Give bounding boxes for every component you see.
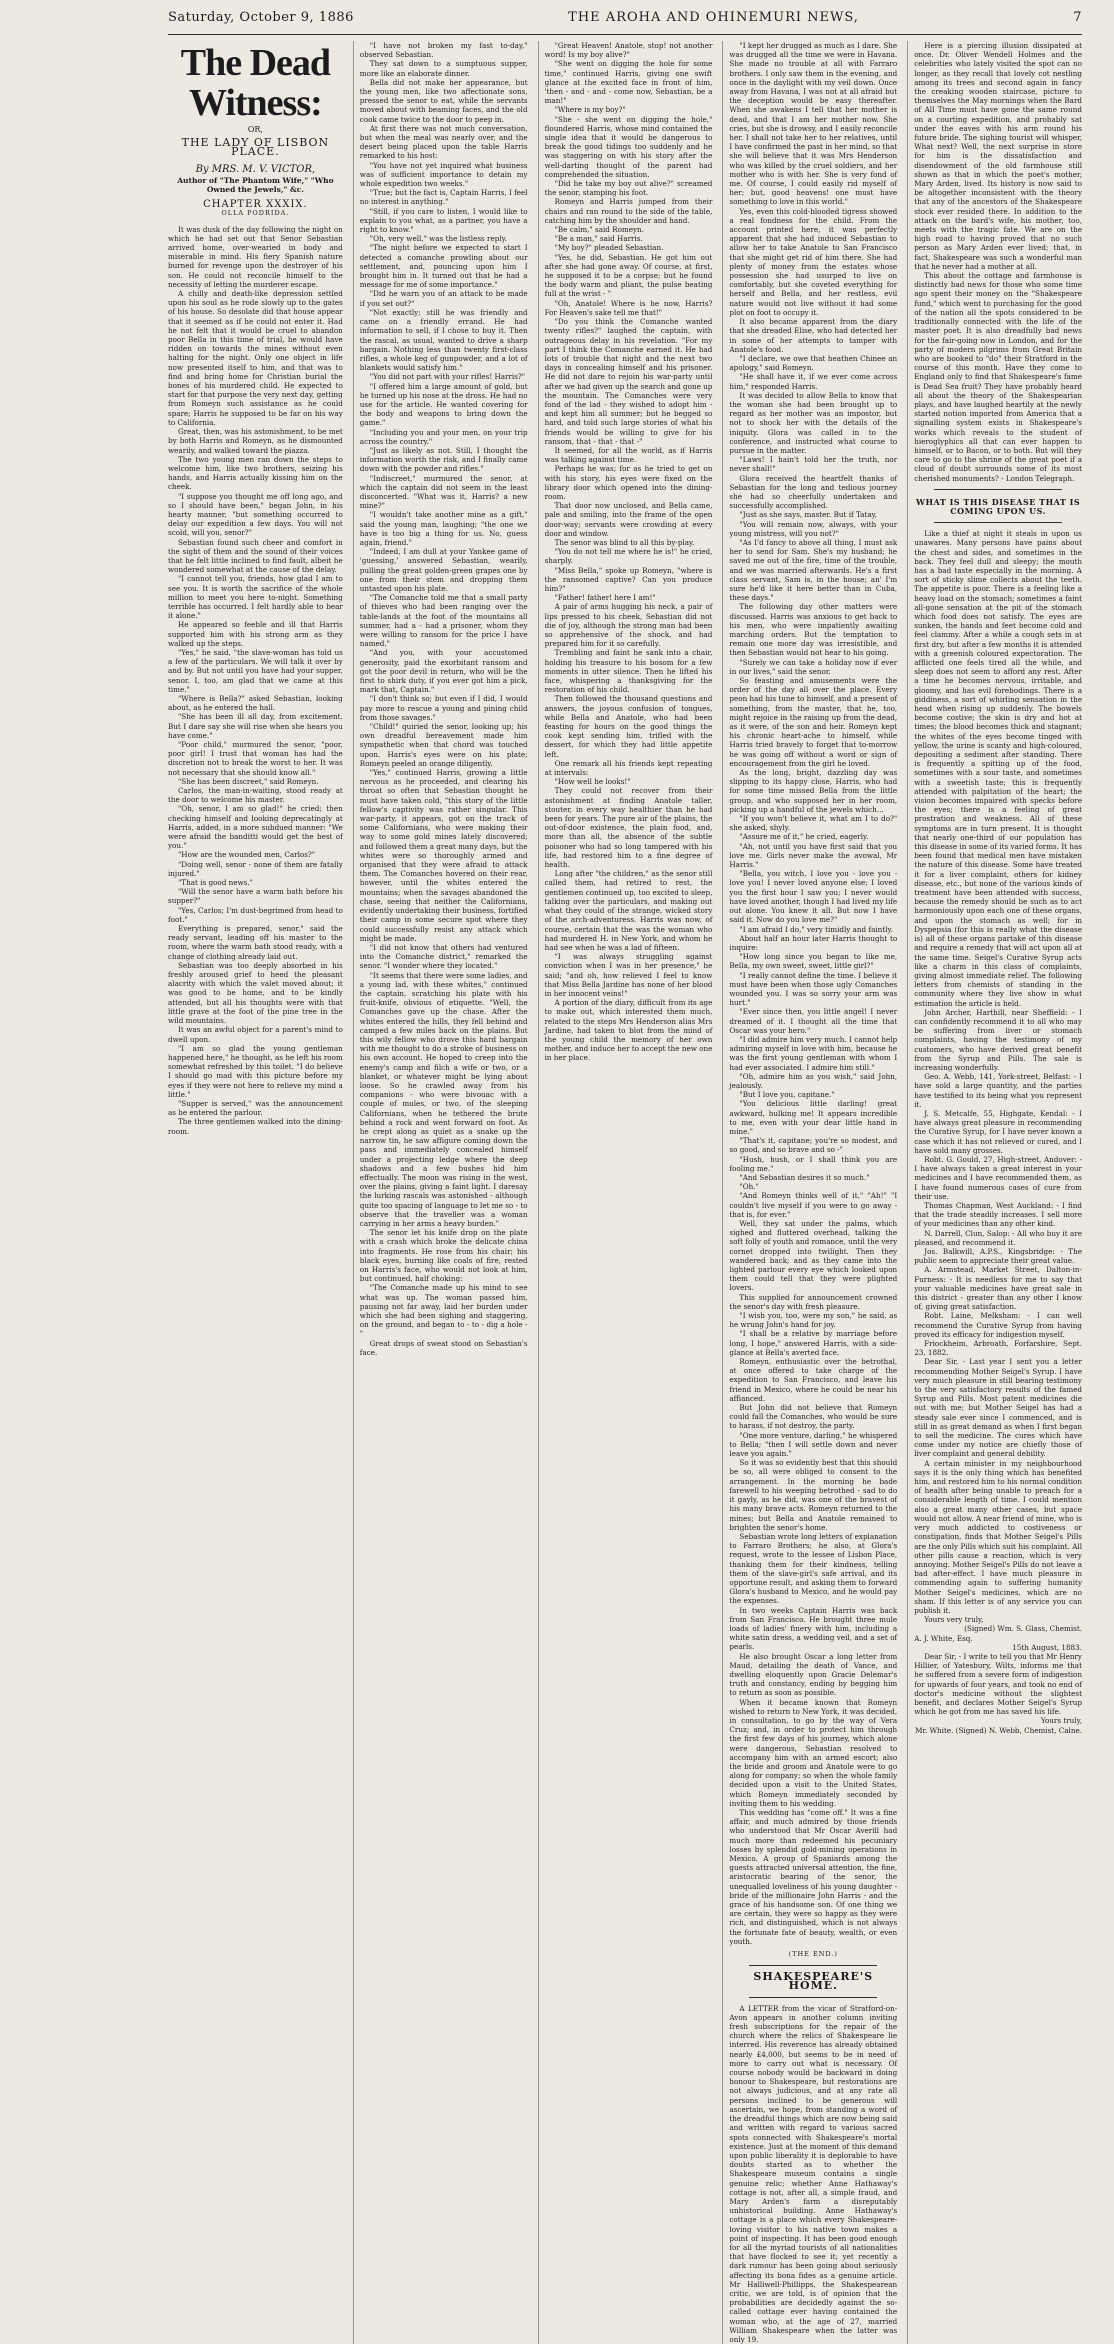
paragraph: "I wish you, too, were my son," he said, as he wrung John's hand for joy. xyxy=(729,1311,898,1330)
paragraph: Geo. A. Webb, 141, York-street, Belfast: - I have sold a large quantity, and the parties have testified to its being what you represent it. xyxy=(914,1072,1082,1109)
serial-title: The Dead Witness: xyxy=(180,42,331,124)
paragraph: "How long since you began to like me, Bella, my own sweet, sweet, little girl?" xyxy=(729,952,898,971)
paragraph: A. Armstead, Market Street, Dalton-in-Furness: - It is needless for me to say that your valuable medicines have great sale in this district - greater than any other I know of, giving great satisfaction. xyxy=(914,1265,1082,1312)
paragraph: Dear Sir, - Last year I sent you a letter recommending Mother Seigel's Syrup. I have very much pleasure in still bearing testimony to the very satisfactory results of the famed Syrup and Pills. Most patent medicines die out with me; but Mother Seigel has had a steady sale ever since I commenced, and is still in as great demand as when I first began to sell the medicine. The cures which have come under my notice are chiefly those of liver complaint and general debility. xyxy=(914,1357,1082,1459)
paragraph: The senor let his knife drop on the plate with a crash which broke the delicate china into fragments. He rose from his chair; his black eyes, burning like coals of fire, rested on Harris's face, who would not look at him, but continued, half choking: xyxy=(359,1228,528,1284)
paragraph: "And Sebastian desires it so much." xyxy=(739,1172,870,1182)
paragraph: Thomas Chapman, West Auckland: - I find that the trade steadily increases. I sell more of your medicines than any other kind. xyxy=(914,1200,1082,1229)
paragraph: So it was so evidently best that this should be so, all were obliged to consent to the arrangement. In the morning he bade farewell to his weeping betrothed - sad to do it gayly, as he did, was one of the bravest of his many brave acts. Romeyn returned to the mines; but Bella and Anatole remained to brighten the senor's home. xyxy=(729,1458,898,1532)
paragraph: "Yes," he said, "the slave-woman has told us a few of the particulars. We will talk it over by and by. But not until you have had your supper, senor. I, too, am glad that we came at this time." xyxy=(168,647,343,694)
signature-2b: Mr. White. (Signed) N. Webb, Chemist, Calne. xyxy=(915,1725,1082,1735)
paragraph: "That is good news." xyxy=(178,878,253,888)
paragraph: A chilly and death-like depression settled upon his soul as he rode slowly up to the gates of his house. So desolate did that house appear that it seemed as if he could not enter it. Had he not felt that it would be cruel to abandon poor Bella in this time of trial, he would have ridden on towards the mines without even halting for the night. Only one object in life now presented itself to him, and that was to find and bring home for Christian burial the bones of his murdered child. He expected to start for that purpose the very next day, getting from Romeyn such assistance as he could spare; Harris he supposed to be far on his way to California. xyxy=(168,289,343,427)
article-text-2 xyxy=(360,41,528,1357)
paragraph: Robt. G. Gould, 27, High-street, Andover: - I have always taken a great interest in your medicines and I have recommended them, as I have found numerous cases of cure from their use. xyxy=(914,1154,1082,1201)
paragraph: So feasting and amusements were the order of the day all over the place. Every peon had his tune to himself, and a present of something, from the master, that he, too, might rejoice in the raising up from the dead, as it were, of the son and heir. Romeyn kept his chronic heart-ache to himself, while Harris tried bravely to forget that to-morrow he was going off without a word or sign of encouragement from the girl he loved. xyxy=(729,676,898,768)
paragraph: "I kept her drugged as much as I dare. She was drugged all the time we were in Havana. She made no trouble at all with Farraro brothers. I only saw them in the evening, and once in the daylight with my veil down. Once away from Havana, I was not at all afraid but the deception would be easy thereafter. When she awakens I tell that her mother is dead, and that I am her mother now. She cries, but she is drowsy, and I easily reconcile her. I shall not take her to her relatives, until I have confirmed the past in her mind, so that she will believe that it was Mrs Henderson who was killed by the cruel soldiers, and her mother who is with her. She is very fond of me. Of course, I could easily rid myself of her; but, good heavens! one must have something to love in this world." xyxy=(729,41,898,207)
paragraph: "Where is my boy?" xyxy=(554,105,626,115)
paragraph: "Where is Bella?" asked Sebastian, looking about, as he entered the hall. xyxy=(168,693,343,713)
paragraph: "I suppose you thought me off long ago, and so I should have been," began John, in his hearty manner, "but something occurred to delay our expedition a few days. You will not scold, will you, senor?" xyxy=(168,491,343,538)
paragraph: Long after "the children," as the senor still called them, had retired to rest, the gentlemen continued up, too excited to sleep, talking over the particulars, and making out what they could of the strange, wicked story of the arch-adventuress. Harris was now, of course, certain that the was the woman who had murdered H. in New York, and whom he had see when he was a lad of fifteen. xyxy=(544,869,713,952)
paragraph: It seemed, for all the world, as if Harris was talking against time. xyxy=(544,445,713,465)
paragraph: In two weeks Captain Harris was back from San Francisco. He brought three mule loads of ladies' finery with him, including a white satin dress, a wedding veil, and a set of pearls. xyxy=(729,1605,898,1652)
paragraph: "Great Heaven! Anatole, stop! not another word! Is my boy alive?" xyxy=(544,41,713,60)
paragraph: "One more venture, darling," he whispered to Bella; "then I will settle down and never leave you again." xyxy=(729,1430,898,1459)
paragraph: They could not recover from their astonishment at finding Anatole taller, stouter, in every way healthier than he had been for years. The pure air of the plains, the out-of-door existence, the plain food, and, more than all, the absence of the subtle poisoner who had so long tampered with his life, had restored him to a fine degree of health. xyxy=(544,786,713,870)
paragraph: "Including you and your men, on your trip across the country." xyxy=(359,427,528,446)
paragraph: Everything is prepared, senor," said the ready servant, leading off his master to the room, where the warm bath stood ready, with a change of clothing already laid out. xyxy=(168,924,343,961)
paragraph: "Yes," continued Harris, growing a little nervous as he proceeded, and clearing his throat so often that Sebastian thought he must have taken cold, "this story of the little fellow's captivity was rather singular. This war-party, it appears, got on the track of some Californians, who were making their way to some gold mines lately discovered; and followed them a great many days, but the whites were so thoroughly armed and organised that they were afraid to attack them. The Comanches hovered on their rear, however, until the whites entered the mountains; when the savages abandoned the chase, seeing that neither the Californians, evidently undertaking their business, fortified their camp in some secure spot where they could successfully resist any attack which might be made. xyxy=(359,768,528,943)
paragraph: "True; but the fact is, Captain Harris, I feel no interest in anything." xyxy=(359,188,528,207)
paragraph: "Indiscreet," murmured the senor, at which the captain did not seem in the least disconcerted. "What was it, Harris? a new mine?" xyxy=(359,473,528,511)
chapter-subtitle: OLLA PODRIDA. xyxy=(221,209,290,218)
paragraph: "I cannot tell you, friends, how glad I am to see you. It is worth the sacrifice of the whole million to meet you here to-night. Something terrible has occurred. I felt hardly able to bear it alone." xyxy=(168,574,343,621)
paragraph: "Still, if you care to listen, I would like to explain to you what, as a partner, you have a right to know." xyxy=(359,206,528,235)
paragraph: "Do you think the Comanche wanted twenty rifles?" laughed the captain, with outrageous delay in his revelation. "For my part I think the Comanche earned it. He had lots of trouble that night and the next two days in concealing himself and his prisoner. He did not dare to rejoin his war-party until after we had given up the search and gone up the mountain. The Comanches were very fond of the lad - they wished to adopt him - and kept him all summer; but he begged so hard, and told such large stories of what his friends would be willing to give for his ransom, that - that - that -" xyxy=(544,317,713,446)
paragraph: Sebastian wrote long letters of explanation to Farraro Brothers; he also, at Glora's request, wrote to the lessee of Lisbon Place, thanking them for their kindness, telling them of the slave-girl's safe arrival, and its opportune result, and asking them to forward Glora's husband to Mexico, and he would pay the expenses. xyxy=(729,1531,898,1606)
paragraph: "The Comanche made up his mind to see what was up. The woman passed him, pausing not far away, laid her burden under which she had been sighing and staggering, on the ground, and began to - to - dig a hole -" xyxy=(359,1283,528,1339)
paragraph: It also became apparent from the diary that she dreaded Elise, who had detected her in some of her attempts to tamper with Anatole's food. xyxy=(729,317,898,354)
shakespeare-heading: SHAKESPEARE'S HOME. xyxy=(753,1970,874,1993)
paragraph: Great drops of sweat stood on Sebastian's face. xyxy=(359,1338,528,1357)
paragraph: "She went on digging the hole for some time," continued Harris, giving one swift glance at the excited face in front of him, 'then - and - and - come now, Sebastian, be a man!" xyxy=(544,59,713,106)
paragraph: The senor was blind to all this by-play. xyxy=(554,537,695,547)
paragraph: Like a thief at night it steals in upon us unawares. Many persons have pains about the chest and sides, and sometimes in the back. They feel dull and sleepy; the mouth has a bad taste especially in the morning. A sort of sticky slime collects about the teeth. The appetite is poor. There is a feeling like a heavy load on the stomach; sometimes a faint all-gone sensation at the pit of the stomach which food does not satisfy. The eyes are sunken, the hands and feet become cold and feel clammy. After a while a cough sets in at first dry, but after a few months it is attended with a greenish coloured expectoration. The afflicted one feels tired all the while, and sleep does not seem to afford any rest. After a time he becomes nervous, irritable, and gloomy, and has evil forebodings. There is a giddiness, a sort of whirling sensation in the head when rising up suddenly. The bowels become costive; the skin is dry and hot at times; the blood becomes thick and stagnant; the whites of the eyes become tinged with yellow, the urine is scanty and high-coloured, depositing a sediment after standing. There is frequently a spitting up of the food, sometimes with a sour taste, and sometimes with a sweetish taste; this is frequently attended with palpitation of the heart; the vision becomes impaired with specks before the eyes; there is a feeling of great prostration and weakness. All of these symptoms are in turn present. It is thought that nearly one-third of our population has this disease in some of its varied forms. It has been found that medical men have mistaken the nature of this disease. Some have treated it for a liver complaint, others for kidney disease, etc., but none of the various kinds of treatment have been attended with success, because the remedy should be such as to act harmoniously upon each one of these organs, and upon the stomach as well; for in Dyspepsia (for this is really what the disease is) all of these organs partake of this disease and require a remedy that will act upon all at the same time. Seigel's Curative Syrup acts like a charm in this class of complaints, giving almost immediate relief. The following letters from chemists of standing in the community where they live show in what estimation the article is held. xyxy=(914,529,1082,1008)
paragraph: A portion of the diary, difficult from its age to make out, which interested them much, related to the steps Mrs Henderson alias Mrs Jardine, had taken to blot from the mind of the young child the memory of her own mother, and induce her to accept the new one in her place. xyxy=(544,998,713,1063)
paragraph: "Miss Bella," spoke up Romeyn, "where is the ransomed captive? Can you produce him?" xyxy=(544,565,713,593)
disease-heading: WHAT IS THIS DISEASE THAT IS COMING UPON US. xyxy=(916,496,1081,516)
paragraph: "She has been discreet," said Romeyn. xyxy=(178,776,319,786)
shakespeare-text xyxy=(729,2004,897,2344)
paragraph: "She has been ill all day, from excitement. But I dare say she will rise when she hears you have come." xyxy=(168,712,343,740)
paragraph: This wedding has "come off." It was a fine affair, and much admired by those friends who understood that Mr Oscar Averill had much more than redeemed his pecuniary losses by splendid gold-mining operations in Mexico. A group of Spaniards among the guests attracted universal attention, the fine, aristocratic bearing of the senor, the unequalled loveliness of his young daughter - bride of the millionaire John Harris - and the grace of his handsome son. Of one thing we are certain, they were so happy as they were rich, and distinguished, which is not always the fortunate fate of beauty, wealth, or even youth. xyxy=(729,1808,898,1946)
paragraph: A certain minister in my neighbourhood says it is the only thing which has benefited him, and restored him to his normal condition of health after being unable to preach for a considerable length of time. I could mention also a great many other cases, but space would not allow. A near friend of mine, who is very much addicted to costiveness or constipation, finds that Mother Seigel's Pills are the only Pills which suit his complaint. All other pills cause a reaction, which is very annoying. Mother Seigel's Pills do not leave a bad after-effect. I have much pleasure in commending again to suffering humanity Mother Seigel's medicines, which are no sham. If this letter is of any service you can publish it. xyxy=(914,1458,1082,1615)
paragraph: "Ah, not until you have first said that you love me. Girls never make the avowal, Mr Harris." xyxy=(729,841,898,870)
paragraph: "I offered him a large amount of gold, but he turned up his nose at the dross. He had no use for the article. He wanted covering for the body and weapons to bring down the game." xyxy=(359,381,528,428)
paragraph: The two young men ran down the steps to welcome him, like two brothers, seizing his hands, and Harris actually kissing him on the cheek. xyxy=(168,454,343,492)
paragraph: "I did not know that others had ventured into the Comanche district," remarked the senor. "I wonder where they located." xyxy=(359,942,528,971)
paragraph: About half an hour later Harris thought to inquire: xyxy=(729,933,898,952)
page-number: 7 xyxy=(1073,10,1082,25)
paragraph: "I did admire him very much. I cannot help admiring myself in love with him, because he was the first young gentleman with whom I had ever associated. I admire him still." xyxy=(729,1034,898,1072)
paragraph: Yes, even this cold-blooded tigress showed a real fondness for the child. From the account printed here, it was perfectly apparent that she had induced Sebastian to allow her to take Anatole to San Francisco that she might get rid of him there. She had plenty of money from the estates whose possession she had usurped to live on comfortably, but she coveted everything for herself and Bella, and her restless, evil nature would not live without it had some plot on foot to occupy it. xyxy=(729,206,898,317)
paragraph: "How well he looks!" xyxy=(554,777,631,787)
paragraph: "Oh, senor, I am so glad!" he cried; then checking himself and looking deprecatingly at Harris, added, in a more subdued manner: "We were afraid the banditti would get the best of you." xyxy=(168,804,343,851)
paragraph: A pair of arms hugging his neck, a pair of lips pressed to his cheek, Sebastian did not die of joy, although the strong man had been so apprehensive of the shock, and had prepared him for it so carefully. xyxy=(544,602,713,649)
paragraph: "Poor child," murmured the senor, "poor, poor girl! I trust that woman has had the discretion not to break the worst to her. It was not necessary that she should know all." xyxy=(168,740,343,777)
paragraph: "Supper is served," was the announcement as he entered the parlour. xyxy=(168,1098,343,1118)
paragraph: Jos. Balkwill, A.P.S., Kingsbridge: - The public seem to appreciate their great value. xyxy=(914,1247,1082,1266)
paragraph: Well, they sat under the palms, which sighed and fluttered overhead, talking the soft folly of youth and romance, until the very cornet dropped into twilight. Then they wandered back; and as they came into the lighted parlour every eye which looked upon them could tell that they were plighted lovers. xyxy=(729,1219,898,1293)
paragraph: When it became known that Romeyn wished to return to New York, it was decided, in consultation, to go by the way of Vera Cruz; and, in order to protect him through the first few days of his journey, which alone were dangerous, Sebastian resolved to accompany him with an armed escort; also the bride and groom and Anatole were to go along for company; so when the whole family decided upon a visit to the United States, which Romeyn immediately seconded by inviting them to his wedding. xyxy=(729,1697,898,1808)
paragraph: They sat down to a sumptuous supper, more like an elaborate dinner. xyxy=(359,59,528,78)
paragraph: He appeared so feeble and ill that Harris supported him with his strong arm as they walked up the steps. xyxy=(168,620,343,648)
paragraph: "Did he take my boy out alive?" screamed the senor, stamping his foot. xyxy=(544,179,713,198)
serial-or: OR, xyxy=(247,125,263,134)
end-mark: (THE END.) xyxy=(788,1950,838,1959)
paragraph: He also brought Oscar a long letter from Maud, detailing the death of Vance, and dwelling eloquently upon Gracie Delemar's truth and constancy, ending by begging him to return as soon as possible. xyxy=(729,1651,898,1698)
paragraph: "I don't think so; but even if I did, I would pay more to rescue a young and pining child from those savages." xyxy=(359,694,528,722)
paragraph: "You delicious little darling! great awkward, hulking me! It appears incredible to me, even with your dear little hand in mine." xyxy=(729,1099,898,1136)
article-text-3 xyxy=(545,41,713,1063)
column-5 xyxy=(907,41,1082,2344)
paragraph: "Be a man," said Harris. xyxy=(554,234,643,244)
paragraph: "Laws! I hain't told her the truth, nor never shall!" xyxy=(729,455,898,474)
paragraph: Trembling and faint he sank into a chair, holding his treasure to his bosom for a few moments in utter silence. Then he lifted his face, whispering a thanksgiving for the restoration of his child. xyxy=(544,648,713,695)
paragraph: Romeyn and Harris jumped from their chairs and ran round to the side of the table, catching him by the shoulder and hand. xyxy=(544,197,713,225)
letter-date: 15th August, 1883. xyxy=(1012,1642,1082,1652)
letter-2: Dear Sir, - I write to tell you that Mr Henry Hillier, of Yatesbury, Wilts, informs me that he suffered from a severe form of indigestion for upwards of four years, and took no end of doctor's medicine without the slightest benefit, and declares Mother Seigel's Syrup which he got from me has saved his life. xyxy=(914,1651,1082,1717)
paragraph: Bella did not make her appearance, but the young men, like two affectionate sons, pressed the senor to eat, while the servants moved about with beaming faces, and the old cook came twice to the door to peep in. xyxy=(359,77,528,124)
column-1 xyxy=(168,41,343,2344)
paragraph: "Just as likely as not. Still, I thought the information worth the risk, and I finally came down with the powder and rifles." xyxy=(359,445,528,474)
signature-1: (Signed) Wm. S. Glass, Chemist. xyxy=(964,1624,1082,1634)
paragraph: But John did not believe that Romeyn could fall the Comanches, who would be sure to harass, if not destroy, the party. xyxy=(729,1403,898,1431)
paragraph: The following day other matters were discussed. Harris was anxious to get back to his men, who were impatiently awaiting marching orders. But the temptation to remain one more day was irresistible, and then Sebastian would not hear to his going. xyxy=(729,602,898,658)
recipient-1: A. J. White, Esq. xyxy=(914,1633,973,1643)
paragraph: The three gentlemen walked into the dining-room. xyxy=(168,1117,343,1136)
paragraph: Friockheim, Arbroath, Forfarshire, Sept. 23, 1882. xyxy=(914,1339,1082,1358)
paragraph: "I really cannot define the time. I believe it must have been when those ugly Comanches wounded you. I was so sorry your arm was hurt." xyxy=(729,970,898,1008)
paragraph: "I am afraid I do," very timidly and faintly. xyxy=(739,924,893,934)
disease-text xyxy=(914,529,1082,1624)
paragraph: It was dusk of the day following the night on which he had set out that Senor Sebastian arrived home, over-wearied in body and miserable in mind. His fiery Spanish nature burned for revenge upon the destroyer of his son. He could not reconcile himself to the necessity of letting the murderer escape. xyxy=(168,224,343,289)
paragraph: It was an awful object for a parent's mind to dwell upon. xyxy=(168,1025,343,1044)
serial-author: By MRS. M. V. VICTOR, xyxy=(195,163,316,175)
paragraph: "And Romeyn thinks well of it." "Ah!" "I couldn't live myself if you were to go away - that is, for ever." xyxy=(729,1191,898,1219)
issue-date: Saturday, October 9, 1886 xyxy=(168,10,354,25)
paragraph: "I wouldn't take another mine as a gift," said the young man, laughing; "the one we have is too big a thing for us. No, guess again, friend." xyxy=(359,510,528,547)
paragraph: "Oh." xyxy=(739,1182,759,1192)
paragraph: "Bella, you witch, I love you - love you - love you! I never loved anyone else; I loved you the first hour I saw you; I never would have loved another, though I had lived my life out alone. You knew it all. But now I have said it. Now do you love me?" xyxy=(729,869,898,925)
paragraph: "I have not broken my fast to-day," observed Sebastian. xyxy=(359,41,528,60)
paragraph: "Father! father! here I am!" xyxy=(554,593,656,603)
paragraph: This about the cottage and farmhouse is distinctly bad news for those who some time ago spent their money on the "Shakespeare fund," which went to purchasing for the good of the nation all the spots considered to be traditionally connected with the life of the master poet. It is also dreadfully bad news for the fair-going now in London, and for the party of modern pilgrims from Great Britain who are booked to "do" their Stratford in the course of this month. Have they come to England only to find that Shakespeare's fame is Dead Sea fruit? They have probably heard all about the theory of the Shakespearian plays, and have laughed heartily at the newly started notion imported from America that a signalling system exists in Shakespeare's works which reveals to the student of hieroglyphics all that can ever happen to himself, or to Bacon, or to both. But will they care to go to the shrine of the great poet if a cloud of doubt surrounds some of its most cherished monuments? - London Telegraph. xyxy=(914,271,1082,483)
author-note: Author of "The Phantom Wife," "Who Owned the Jewels," &c. xyxy=(177,175,334,195)
divider xyxy=(934,489,1062,490)
paragraph: "Oh, admire him as you wish," said John, jealously. xyxy=(729,1071,898,1090)
paragraph: "I shall be a relative by marriage before long, I hope," answered Harris, with a side-glance at Bella's averted face. xyxy=(729,1329,898,1357)
paragraph: "As I'd fancy to above all thing, I must ask her to send for Sam. She's my husband; he saved me out of the fire, time of the trouble, and we was married afterwards. He's a first class servant, Sam is, in the house; an' I'm sure he'd like it here better than in Cuba, these days." xyxy=(729,537,898,603)
paragraph: Perhaps he was; for as he tried to get on with his story, his eyes were fixed on the library door which opened into the dining-room. xyxy=(544,464,713,501)
paragraph: "Child!" quiried the senor, looking up; his own dreadful bereavement made him sympathetic when that chord was touched upon. Harris's eyes were on his plate; Romeyn peeled an orange diligently. xyxy=(359,722,528,768)
paragraph: "How are the wounded men, Carlos?" xyxy=(178,850,316,860)
paragraph: "I was always struggling against conviction when I was in her presence," he said; "and oh, how relieved I feel to know that Miss Bella Jardine has none of her blood in her innocent veins!" xyxy=(544,952,713,998)
paragraph: "That's it, capitane; you're so modest, and so good, and so brave and so -" xyxy=(729,1136,898,1155)
paragraph: "Assure me of it," he cried, eagerly. xyxy=(739,832,869,842)
paragraph: "Hush, hush, or I shall think you are fooling me." xyxy=(729,1154,898,1173)
paragraph: A LETTER from the vicar of Stratford-on-Avon appears in another column inviting fresh subscriptions for the repair of the church where the relics of Shakespeare lie interred. His reverence has already obtained nearly £4,000, but seems to be in need of more to carry out what is necessary. Of course nobody would be backward in doing honour to Shakespeare, but restorations are not always judicious, and at any rate all persons inclined to be generous will ascertain, we hope, from standing a word of the dreadful things which are now being said and written with regard to various sacred spots connected with Shakespeare's mortal existence. Just at the moment of this demand upon public liberality it is deplorable to have doubts started as to whether the Shakespeare museum contains a single genuine relic; whether Anne Hathaway's cottage is not, after all, a simple fraud, and Mary Arden's farm a disreputably unhistorical building. Anne Hathaway's cottage is a place which every Shakespeare-loving visitor to his native town makes a point of inspecting. It has been good enough for all the myriad tourists of all nationalities that have flocked to see it; yet recently a dark rumour has been going about seriously affecting its bona fides as a genuine article. Mr Halliwell-Phillipps, the Shakespearean critic, we are told, is of opinion that the probabilities are decidedly against the so-called cottage ever having contained the woman who, at the age of 27, married William Shakespeare when the latter was only 19. xyxy=(729,2003,898,2344)
article-text-1 xyxy=(168,225,343,1136)
paragraph: "Did he warn you of an attack to be made if you set out?" xyxy=(359,289,528,308)
paragraph: "You do not tell me where he is!" he cried, sharply. xyxy=(544,547,713,566)
paragraph: "And you, with your accustomed generosity, paid the exorbitant ransom and got the poor devil in return, who will be the first to shirk duty, if you ever got him a pick, mark that, Captain." xyxy=(359,648,528,695)
paragraph: "The night before we expected to start I detected a comanche prowling about our settlement, and, pouncing upon him I brought him in. It turned out that he had a message for me of some importance." xyxy=(359,243,528,290)
serial-subtitle: THE LADY OF LISBON PLACE. xyxy=(181,136,330,159)
paragraph: "It seems that there were some ladies, and a young lad, with these whites," continued the captain, scratching his plate with his fruit-knife, obvious of etiquette. "Well, the Comanches gave up the chase. After the whites entered the hills, they fell behind and camped a few miles back on the plains. But this wily fellow who drove this hard bargain with me thought to do a stroke of business on his own account. He hoped to creep into the enemy's camp and filch a wife or two, or a blanket, or whatever might be lying about loose. So he crawled away from his companions - who were bivouac with a couple of mules, or two, of the sleeping Californians, when he tethered the brute behind a rock and went forward on foot. As he crept along as quiet as a snake up the narrow tin, he saw affigure coming down the pass and immediately concealed himself under a projecting ledge where the deep shadows and a few bushes hid him effectually. The moon was rising in the west, over the plains, giving a faint light. I daresay the lurking rascals was astonished - although quite too spacing of language to let me so - to observe that the traveller was a woman carrying in her arms a heavy burden." xyxy=(359,970,528,1228)
paragraph: John Archer, Harthill, near Sheffield: - I can confidently recommend it to all who may be suffering from liver or stomach complaints, having the testimony of my customers, who have derived great benefit from the Syrup and Pills. The sale is increasing wonderfully. xyxy=(914,1007,1082,1072)
paragraph: One remark all his friends kept repeating at intervals: xyxy=(544,758,713,778)
paragraph: "You will remain now, always, with your young mistress, will you not?" xyxy=(729,519,898,538)
paragraph: "Oh, very well," was the listless reply. xyxy=(369,234,507,244)
paragraph: "Oh, Anatole! Where is he now, Harris? For Heaven's sake tell me that!" xyxy=(544,298,713,317)
paragraph: "She - she went on digging the hole," floundered Harris, whose mind contained the single idea that it would be dangerous to break the good tidings too suddenly and he was staggering on with his story after the well-darting thought of the parent had comprehended the situation. xyxy=(544,114,713,179)
paragraph: That door now unclosed, and Bella came, pale and smiling, into the frame of the open door-way; servants were crowding at every door and window. xyxy=(544,501,713,538)
paragraph: Then followed the thousand questions and answers, the joyous confusion of tongues, while Bella and Anatole, who had been feasting for hours on the good things the cook kept sending him, trifled with the dessert, for which they had little appetite left. xyxy=(544,694,713,759)
paragraph: "My boy?" pleaded Sebastian. xyxy=(554,243,664,253)
divider xyxy=(749,1997,877,1998)
paragraph: "The Comanche told me that a small party of thieves who had been ranging over the table-lands at the foot of the mountains all summer, had a - had a prisoner, whom they were willing to ransom for the price I have named." xyxy=(359,593,528,649)
paragraph: Sebastian was too deeply absorbed in his freshly aroused grief to heed the pleasant alacrity with which the valet moved about; it was good to be home, and to be kindly attended, but all his thoughts were with that little grave at the foot of the pine tree in the wild mountains. xyxy=(168,960,343,1026)
paragraph: Yours very truly, xyxy=(924,1615,984,1625)
column-3 xyxy=(538,41,713,2344)
paragraph: Romeyn, enthusiastic over the betrothal, at once offered to take charge of the expedition to San Francisco, and leave his friend in Mexico, where he could be near his affianced. xyxy=(729,1357,898,1403)
paragraph: "Be calm," said Romeyn. xyxy=(554,225,644,235)
paragraph: "Yes, he did, Sebastian. He got him out after she had gone away. Of course, at first, he supposed it to be a corpse; but he found the body warm and pliant, the pulse beating full at the wrist - " xyxy=(544,252,713,299)
paragraph: At first there was not much conversation, but when the meal was nearly over, and the desert being placed upon the table Harris remarked to his host: xyxy=(359,123,528,161)
chapter-heading: CHAPTER XXXIX. xyxy=(203,199,308,211)
paragraph: "I am so glad the young gentleman happened here," he thought, as he left his room somewhat refreshed by this toilet. "I do believe I should go mad with this picture before my eyes if they were not here to relieve my mind a little." xyxy=(168,1043,343,1099)
columns xyxy=(168,41,1082,2344)
paragraph: "He shall have it, if we ever come across him," responded Harris. xyxy=(729,372,898,391)
paragraph: J. S. Metcalfe, 55, Highgate, Kendal: - I have always great pleasure in recommending the Curative Syrup, for I have never known a case which it has not relieved or cured, and I have sold many grosses. xyxy=(914,1108,1082,1155)
signature-2a: Yours truly, xyxy=(1040,1716,1082,1726)
paragraph: Carlos, the man-in-waiting, stood ready at the door to welcome his master. xyxy=(168,786,343,805)
paragraph: "Doing well, senor - none of them are fatally injured." xyxy=(168,859,343,878)
shakespeare-text-continued xyxy=(914,41,1082,483)
paragraph: "Indeed, I am dull at your Yankee game of 'guessing,' answered Sebastian, wearily, pulling the great golden-green grapes one by one from their stem and dropping them untasted upon his plate. xyxy=(359,547,528,593)
paragraph: "Surely we can take a holiday now if ever in our lives," said the senor. xyxy=(729,657,898,676)
paragraph: It was decided to allow Bella to know that the woman she had been brought up to regard as her mother was an impostor, but not to shock her with the details of the iniquity. Glora was called in to the conference, and instructed what course to pursue in the matter. xyxy=(729,390,898,455)
paragraph: "Just as she says, master. But if Tatay, xyxy=(739,510,878,520)
masthead xyxy=(168,10,1082,35)
article-text-4 xyxy=(729,41,897,1946)
divider xyxy=(749,1965,877,1966)
paragraph: This supplied for announcement crowned the senor's day with fresh pleasure. xyxy=(729,1292,898,1311)
paragraph: "Not exactly; still he was friendly and came on a friendly errand. He had information to sell, if I chose to buy it. Then the rascal, as usual, wanted to drive a sharp bargain. Nothing less than twenty first-class rifles, a whole keg of gunpowder, and a lot of blankets would satisfy him." xyxy=(359,307,528,373)
newspaper-title: THE AROHA AND OHINEMURI NEWS, xyxy=(568,10,859,25)
paragraph: Robt. Laine, Melksham: - I can well recommend the Curative Syrup from having proved its efficacy for indigestion myself. xyxy=(914,1311,1082,1339)
divider xyxy=(934,522,1062,523)
column-4 xyxy=(722,41,897,2344)
paragraph: "Ever since then, you little angel! I never dreamed of it. I thought all the time that Oscar was your hero." xyxy=(729,1007,898,1035)
paragraph: "But I love you, capitane." xyxy=(739,1090,835,1100)
paragraph: "I declare, we owe that heathen Chinee an apology," said Romeyn. xyxy=(729,353,898,373)
paragraph: "Yes, Carlos; I'm dust-begrimed from head to foot." xyxy=(168,905,343,924)
paragraph: Here is a piercing illusion dissipated at once. Dr. Oliver Wendell Holmes and the celebrities who lately visited the spot can no longer, as they recall that lovely cot nestling among its trees and second again in fancy the creaking wooden staircase, picture to themselves the May mornings when the Bard of All Time must have gone the same round on a courting expedition, and probably sat under the eaves with his arm round his future bride. The sighing tourist will whisper, What next? Well, the next surprise in store for him is the dissatisfaction and disendowment of the old farmhouse still shown as that in which the poet's mother, Mary Arden, lived. Its history is now said to be altogether inconsistent with the theory that any of the ancestors of the Shakespeare stock ever resided there. In addition to the attack on the bard's wife, his mother, too, meets with the tragic fate. We are on the high road to having proved that no such person as Mary Arden ever lived; that, in fact, Shakespeare was such a wonderful man that he never had a mother at all. xyxy=(914,41,1082,271)
paragraph: N. Darrell, Clun, Salop: - All who buy it are pleased, and recommend it. xyxy=(914,1228,1082,1247)
paragraph: "You have not yet inquired what business was of sufficient importance to detain my whole expedition two weeks." xyxy=(359,160,528,189)
paragraph: "Will the senor have a warm bath before his supper?" xyxy=(168,887,343,906)
paragraph: "If you won't believe it, what am I to do?" she asked, shyly. xyxy=(729,814,898,833)
paragraph: As the long, bright, dazzling day was slipping to its happy close, Harris, who had for some time missed Bella from the little group, and who supposed her in her room, picking up a handful of the jewels which... xyxy=(729,768,898,814)
paragraph: Sebastian found such cheer and comfort in the sight of them and the sound of their voices that he felt little inclined to find fault, albeit he wondered somewhat at the cause of the delay. xyxy=(168,537,343,575)
paragraph: Glora received the heartfelt thanks of Sebastian for the long and tedious journey she had so cheerfully undertaken and successfully accomplished. xyxy=(729,473,898,511)
column-2 xyxy=(353,41,528,2344)
paragraph: Great, then, was his astonishment, to be met by both Harris and Romeyn, as he dismounted wearily, and walked toward the piazza. xyxy=(168,427,343,455)
paragraph: "You did not part with your rifles! Harris?" xyxy=(369,372,526,382)
